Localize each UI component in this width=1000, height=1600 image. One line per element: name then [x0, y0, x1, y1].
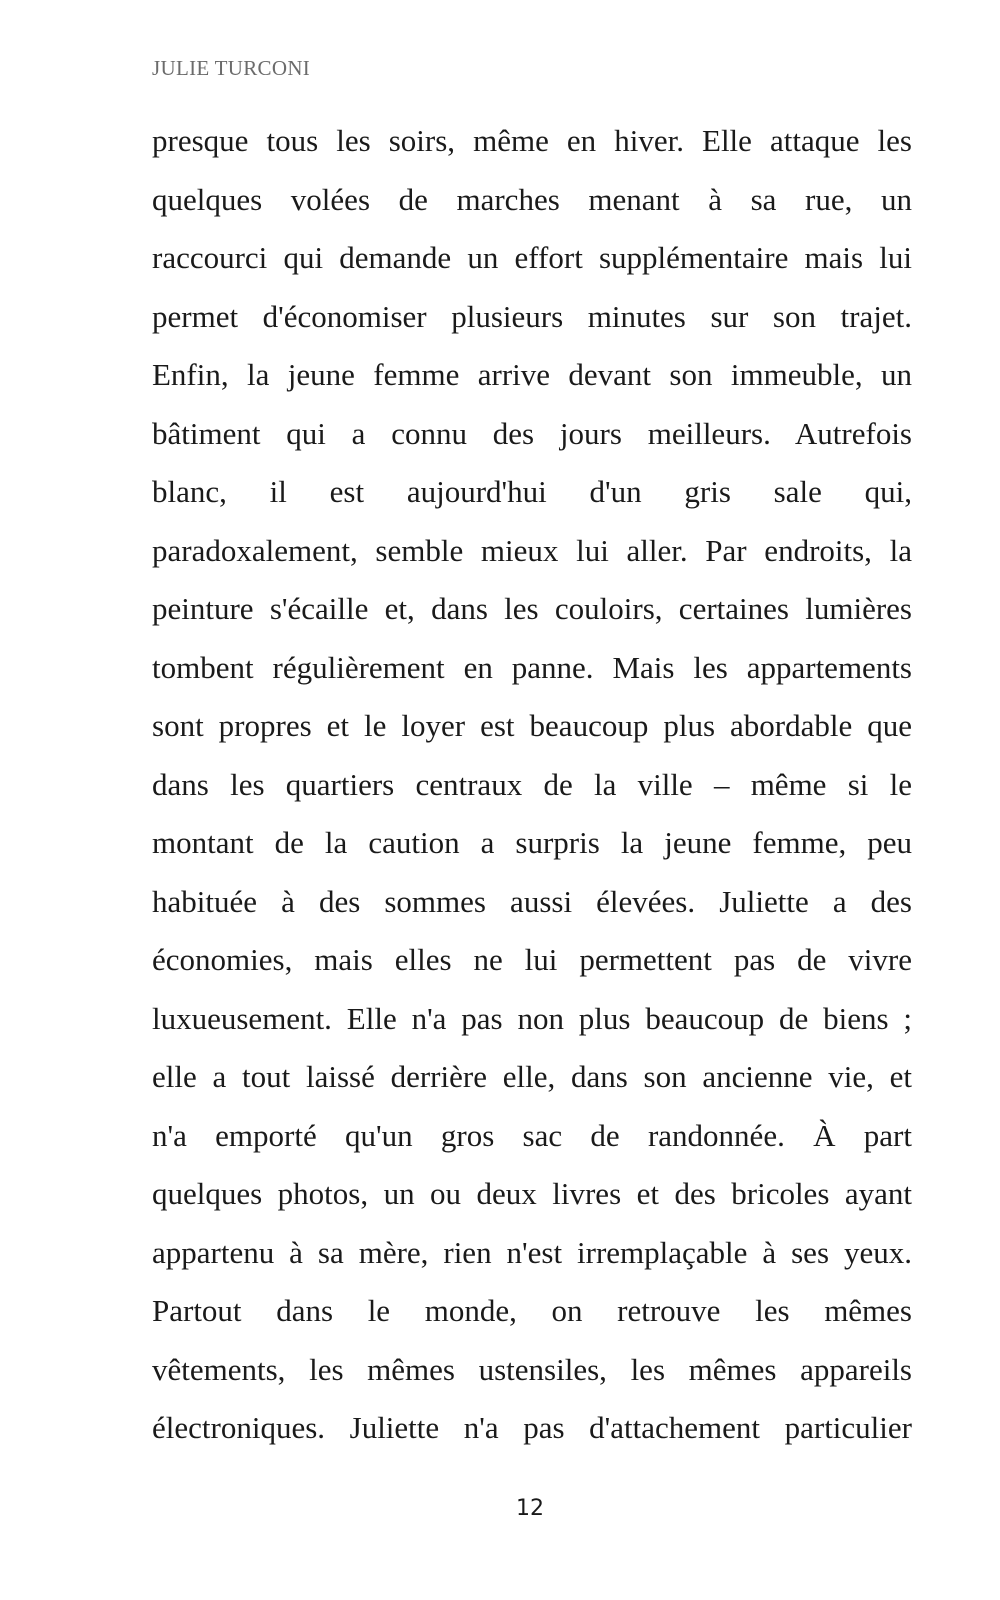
running-header: JULIE TURCONI [152, 56, 311, 80]
text-line: tombent régulièrement en panne. Mais les appartements [152, 649, 912, 685]
text-line: blanc, il est aujourd'hui d'un gris sale qui, [152, 474, 912, 509]
text-line: montant de la caution a surpris la jeune femme, peu [152, 825, 912, 860]
text-line: Enfin, la jeune femme arrive devant son immeuble, un [152, 357, 912, 392]
text-line: peinture s'écaille et, dans les couloirs, certaines lumières [152, 591, 912, 626]
text-line: dans les quartiers centraux de la ville – même si le [152, 766, 912, 802]
text-line: électroniques. Juliette n'a pas d'attachement particulier [152, 1410, 912, 1445]
text-line: habituée à des sommes aussi élevées. Juliette a des [152, 883, 912, 919]
page-number: 12 [516, 1496, 544, 1521]
text-line: vêtements, les mêmes ustensiles, les mêmes appareils [152, 1351, 912, 1387]
text-line: sont propres et le loyer est beaucoup plus abordable que [152, 708, 912, 743]
text-line: bâtiment qui a connu des jours meilleurs. Autrefois [152, 415, 912, 451]
text-line: appartenu à sa mère, rien n'est irremplaçable à ses yeux. [152, 1234, 912, 1270]
text-line: presque tous les soirs, même en hiver. Elle attaque les [152, 123, 912, 158]
text-line: économies, mais elles ne lui permettent pas de vivre [152, 942, 912, 977]
text-line: n'a emporté qu'un gros sac de randonnée. À part [152, 1117, 912, 1153]
text-line: paradoxalement, semble mieux lui aller. Par endroits, la [152, 532, 912, 568]
body-text [152, 112, 912, 1458]
text-line: permet d'économiser plusieurs minutes sur son trajet. [152, 298, 912, 334]
text-line: raccourci qui demande un effort supplémentaire mais lui [152, 240, 912, 275]
text-line: luxueusement. Elle n'a pas non plus beaucoup de biens ; [152, 1000, 912, 1036]
text-line: quelques photos, un ou deux livres et des bricoles ayant [152, 1176, 912, 1211]
text-line: Partout dans le monde, on retrouve les mêmes [152, 1293, 912, 1328]
text-line: quelques volées de marches menant à sa rue, un [152, 181, 912, 217]
text-line: elle a tout laissé derrière elle, dans son ancienne vie, et [152, 1059, 912, 1094]
